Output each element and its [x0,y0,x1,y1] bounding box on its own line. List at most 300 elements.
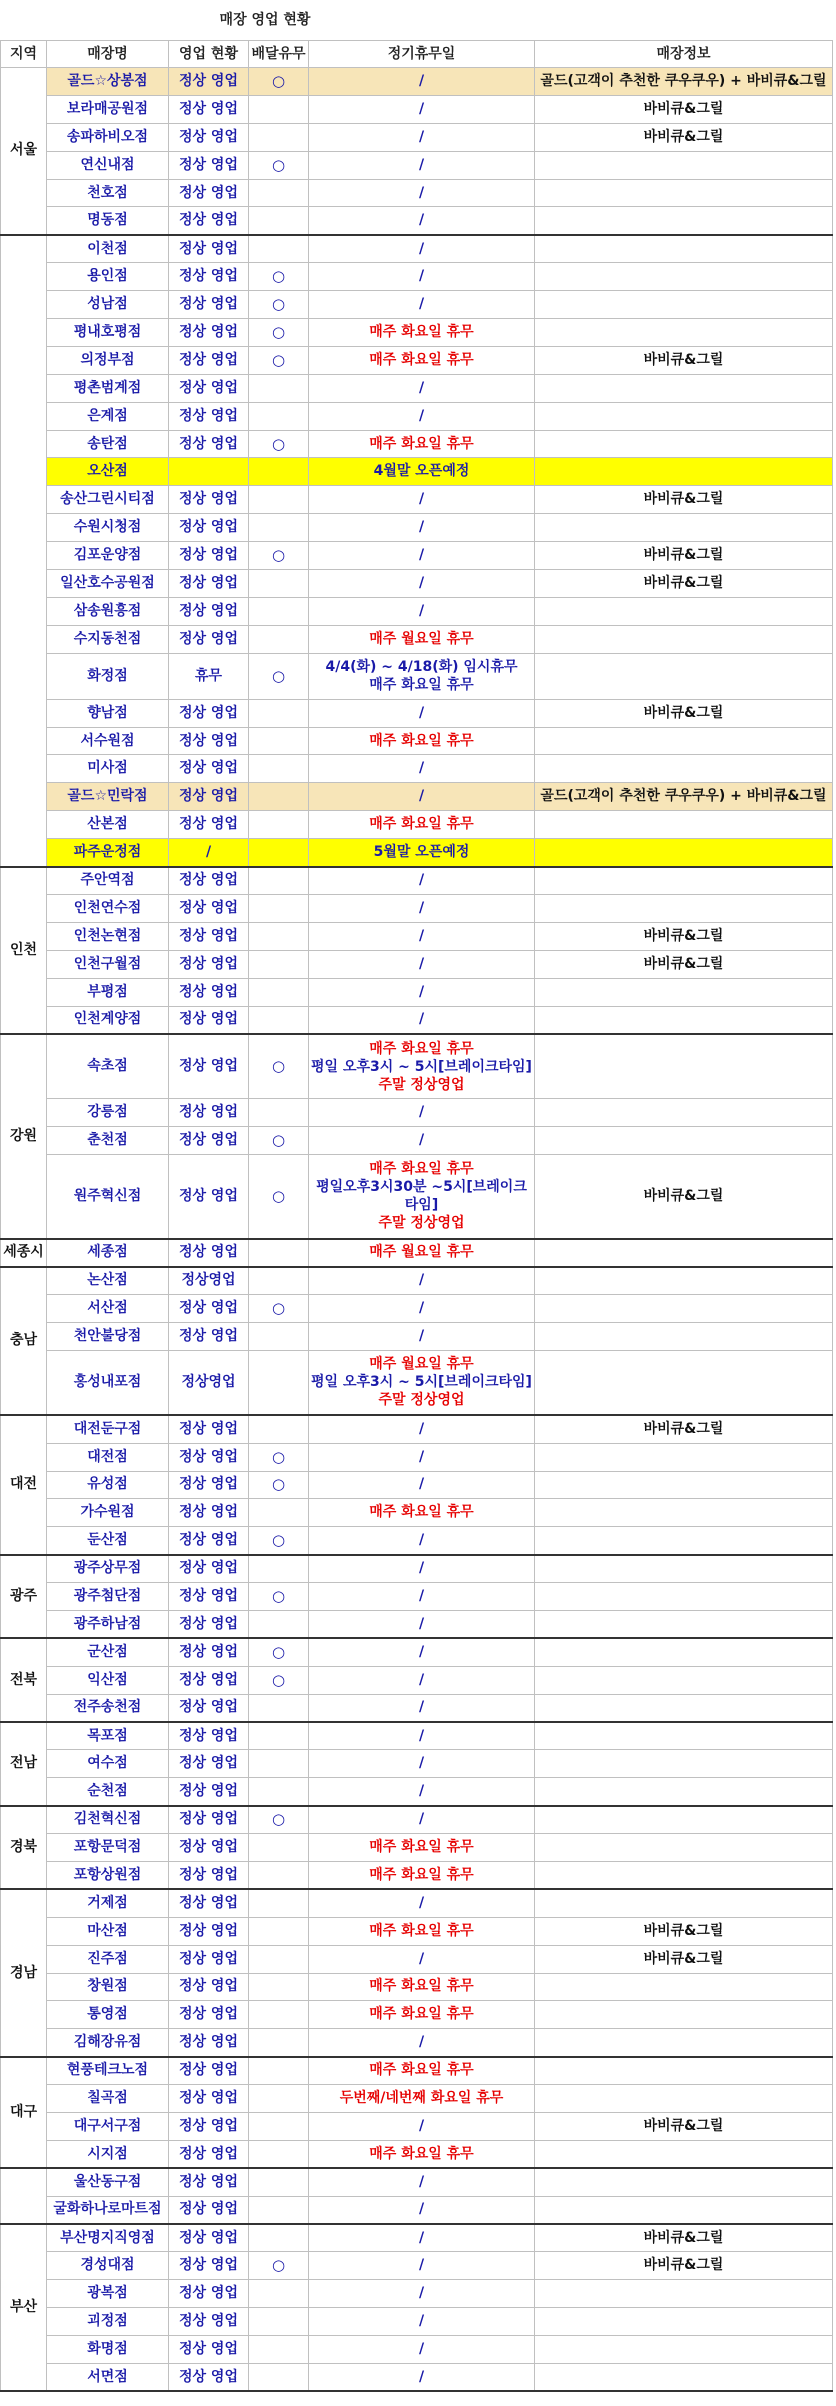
closed-day: / [309,402,535,430]
closed-day: / [309,374,535,402]
store-info: 바비큐&그릴 [535,2113,833,2141]
closed-day: / [309,1694,535,1722]
store-info: 바비큐&그릴 [535,922,833,950]
store-name: 둔산점 [47,1527,169,1555]
business-status: 정상 영업 [169,1443,249,1471]
delivery-mark [249,1415,309,1443]
table-row [1,1722,833,1750]
store-info [535,1666,833,1694]
business-status: 정상 영업 [169,1861,249,1889]
delivery-mark [249,1555,309,1583]
store-info [535,1583,833,1611]
store-info: 바비큐&그릴 [535,95,833,123]
closed-day: 매주 화요일 휴무 [309,1499,535,1527]
store-info [535,2308,833,2336]
business-status: 정상 영업 [169,207,249,235]
table-row [1,1555,833,1583]
store-info: 골드(고객이 추천한 쿠우쿠우) + 바비큐&그릴 [535,783,833,811]
store-info [535,653,833,699]
business-status: 정상 영업 [169,978,249,1006]
closed-day: / [309,235,535,263]
store-name: 골드☆민락점 [47,783,169,811]
business-status: 정상 영업 [169,1750,249,1778]
delivery-mark [249,402,309,430]
closed-day: / [309,486,535,514]
closed-day: / [309,542,535,570]
store-info [535,2085,833,2113]
store-name: 괴정점 [47,2308,169,2336]
table-row [1,1322,833,1350]
closed-day: / [309,1889,535,1917]
store-name: 세종점 [47,1239,169,1267]
delivery-mark [249,1006,309,1034]
table-row [1,1778,833,1806]
store-info [535,374,833,402]
delivery-mark [249,1499,309,1527]
store-name: 논산점 [47,1267,169,1295]
delivery-mark: ○ [249,1471,309,1499]
table-row [1,1694,833,1722]
business-status: 정상 영업 [169,570,249,598]
business-status: 정상 영업 [169,950,249,978]
table-row [1,514,833,542]
store-name: 광주상무점 [47,1555,169,1583]
header-closed-day: 정기휴무일 [309,41,535,68]
delivery-mark [249,699,309,727]
business-status: 정상 영업 [169,402,249,430]
table-row [1,1350,833,1415]
store-name: 성남점 [47,291,169,319]
closed-day-line: 평일 오후3시 ~ 5시[브레이크타임] [311,1374,532,1391]
closed-day: / [309,179,535,207]
store-name: 경성대점 [47,2252,169,2280]
store-name: 부산명지직영점 [47,2224,169,2252]
business-status: 정상 영업 [169,1322,249,1350]
region-cell: 부산 [1,2224,47,2391]
closed-day: / [309,1806,535,1834]
store-info [535,1127,833,1155]
delivery-mark [249,2140,309,2168]
store-table [0,40,833,2392]
store-info [535,207,833,235]
business-status: 정상 영업 [169,1722,249,1750]
business-status: 정상 영업 [169,1945,249,1973]
store-info [535,179,833,207]
business-status: 정상 영업 [169,374,249,402]
store-name: 수지동천점 [47,625,169,653]
store-name: 유성점 [47,1471,169,1499]
table-row [1,430,833,458]
delivery-mark [249,1099,309,1127]
business-status: 정상 영업 [169,2029,249,2057]
business-status: 정상 영업 [169,727,249,755]
table-row [1,570,833,598]
table-row [1,542,833,570]
region-cell: 경남 [1,1889,47,2056]
store-info [535,1889,833,1917]
table-row [1,151,833,179]
delivery-mark: ○ [249,1583,309,1611]
business-status: 정상 영업 [169,2001,249,2029]
table-row [1,1099,833,1127]
table-row [1,2140,833,2168]
delivery-mark [249,1750,309,1778]
store-name: 광복점 [47,2280,169,2308]
delivery-mark [249,123,309,151]
delivery-mark: ○ [249,1443,309,1471]
table-row [1,2057,833,2085]
business-status: 정상 영업 [169,1499,249,1527]
store-name: 홍성내포점 [47,1350,169,1415]
store-name: 전주송천점 [47,1694,169,1722]
closed-day-cell [309,1350,535,1415]
store-info [535,1527,833,1555]
closed-day: / [309,1778,535,1806]
store-name: 골드☆상봉점 [47,68,169,96]
store-info [535,625,833,653]
closed-day: 두번째/네번째 화요일 휴무 [309,2085,535,2113]
store-info: 바비큐&그릴 [535,1917,833,1945]
table-row [1,597,833,625]
delivery-mark [249,1778,309,1806]
business-status: 정상 영업 [169,430,249,458]
closed-day: 매주 화요일 휴무 [309,319,535,347]
table-row [1,263,833,291]
closed-day: / [309,1322,535,1350]
table-row [1,1267,833,1295]
delivery-mark [249,2001,309,2029]
store-name: 굴화하나로마트점 [47,2196,169,2224]
business-status: 정상 영업 [169,922,249,950]
table-row [1,755,833,783]
delivery-mark: ○ [249,1806,309,1834]
table-row [1,1499,833,1527]
delivery-mark [249,207,309,235]
closed-day: / [309,2168,535,2196]
delivery-mark [249,2029,309,2057]
delivery-mark [249,727,309,755]
delivery-mark [249,179,309,207]
store-name: 천안불당점 [47,1322,169,1350]
store-name: 목포점 [47,1722,169,1750]
store-name: 보라매공원점 [47,95,169,123]
table-row [1,1527,833,1555]
business-status: 정상 영업 [169,867,249,895]
closed-day: / [309,2280,535,2308]
delivery-mark [249,1350,309,1415]
region-cell: 강원 [1,1034,47,1239]
store-name: 김포운양점 [47,542,169,570]
delivery-mark [249,2308,309,2336]
store-name: 여수점 [47,1750,169,1778]
store-name: 부평점 [47,978,169,1006]
closed-day: / [309,1555,535,1583]
table-body [1,68,833,2392]
store-info [535,867,833,895]
store-info [535,2280,833,2308]
store-name: 화명점 [47,2336,169,2364]
store-name: 통영점 [47,2001,169,2029]
store-name: 오산점 [47,458,169,486]
closed-day-line: 평일오후3시30분 ~5시[브레이크타임] [316,1179,527,1214]
store-name: 김해장유점 [47,2029,169,2057]
delivery-mark [249,1945,309,1973]
table-row [1,1471,833,1499]
closed-day: / [309,1294,535,1322]
table-row [1,2196,833,2224]
table-row [1,1861,833,1889]
business-status: 정상 영업 [169,486,249,514]
delivery-mark [249,1322,309,1350]
table-row [1,1973,833,2001]
delivery-mark: ○ [249,1155,309,1239]
delivery-mark: ○ [249,263,309,291]
table-row [1,2085,833,2113]
delivery-mark [249,2168,309,2196]
table-row [1,922,833,950]
closed-day: 매주 화요일 휴무 [309,811,535,839]
delivery-mark [249,811,309,839]
delivery-mark [249,2224,309,2252]
delivery-mark: ○ [249,68,309,96]
closed-day: / [309,514,535,542]
closed-day: / [309,1471,535,1499]
store-info [535,1350,833,1415]
store-info: 바비큐&그릴 [535,542,833,570]
business-status: 정상 영업 [169,1610,249,1638]
closed-day: / [309,2336,535,2364]
delivery-mark [249,514,309,542]
region-cell: 서울 [1,68,47,235]
closed-day: 매주 화요일 휴무 [309,2140,535,2168]
closed-day: / [309,950,535,978]
store-name: 군산점 [47,1638,169,1666]
store-name: 미사점 [47,755,169,783]
business-status: 정상 영업 [169,263,249,291]
delivery-mark [249,2196,309,2224]
business-status: 정상 영업 [169,1555,249,1583]
table-row [1,346,833,374]
table-row [1,1806,833,1834]
delivery-mark [249,597,309,625]
store-name: 삼송원흥점 [47,597,169,625]
delivery-mark [249,2085,309,2113]
store-name: 서수원점 [47,727,169,755]
business-status: 정상 영업 [169,1034,249,1099]
store-info: 바비큐&그릴 [535,486,833,514]
store-info [535,1555,833,1583]
closed-day: / [309,2113,535,2141]
delivery-mark [249,625,309,653]
business-status: 정상 영업 [169,2364,249,2392]
closed-day: 매주 화요일 휴무 [309,1861,535,1889]
store-info [535,894,833,922]
delivery-mark [249,839,309,867]
store-info: 바비큐&그릴 [535,699,833,727]
table-row [1,1239,833,1267]
store-info: 바비큐&그릴 [535,950,833,978]
business-status: 정상 영업 [169,2085,249,2113]
business-status: 정상 영업 [169,291,249,319]
delivery-mark [249,486,309,514]
delivery-mark [249,458,309,486]
store-info [535,2057,833,2085]
delivery-mark [249,2113,309,2141]
store-name: 광주첨단점 [47,1583,169,1611]
store-info [535,1239,833,1267]
store-info [535,1499,833,1527]
table-row [1,1750,833,1778]
table-row [1,2280,833,2308]
delivery-mark: ○ [249,151,309,179]
store-name: 춘천점 [47,1127,169,1155]
store-name: 인천구월점 [47,950,169,978]
table-row [1,894,833,922]
closed-day: 매주 화요일 휴무 [309,430,535,458]
delivery-mark: ○ [249,430,309,458]
closed-day: / [309,1527,535,1555]
store-name: 이천점 [47,235,169,263]
delivery-mark [249,2280,309,2308]
store-info [535,235,833,263]
store-name: 주안역점 [47,867,169,895]
store-info [535,978,833,1006]
store-info: 바비큐&그릴 [535,1945,833,1973]
region-cell: 전북 [1,1638,47,1722]
closed-day: / [309,207,535,235]
business-status: 휴무 [169,653,249,699]
store-name: 평내호평점 [47,319,169,347]
store-name: 익산점 [47,1666,169,1694]
store-info [535,1267,833,1295]
table-row [1,291,833,319]
store-name: 거제점 [47,1889,169,1917]
closed-day: / [309,867,535,895]
business-status: 정상 영업 [169,2140,249,2168]
closed-day-line: 주말 정상영업 [378,1076,465,1093]
table-row [1,867,833,895]
business-status: 정상 영업 [169,68,249,96]
closed-day-line: 주말 정상영업 [378,1392,465,1409]
store-name: 송산그린시티점 [47,486,169,514]
page-title: 매장 영업 현황 [219,12,311,28]
store-name: 대구서구점 [47,2113,169,2141]
closed-day-line: 주말 정상영업 [378,1215,465,1232]
store-info: 바비큐&그릴 [535,1415,833,1443]
closed-day: / [309,978,535,1006]
store-name: 인천계양점 [47,1006,169,1034]
store-info [535,1006,833,1034]
store-info: 바비큐&그릴 [535,123,833,151]
closed-day: / [309,95,535,123]
business-status: 정상 영업 [169,2336,249,2364]
delivery-mark: ○ [249,291,309,319]
table-row [1,1034,833,1099]
business-status: 정상 영업 [169,1889,249,1917]
delivery-mark: ○ [249,1034,309,1099]
table-row [1,2224,833,2252]
table-row [1,179,833,207]
store-name: 연신내점 [47,151,169,179]
business-status: 정상 영업 [169,1415,249,1443]
store-info [535,2029,833,2057]
table-row [1,2029,833,2057]
table-row [1,319,833,347]
store-info [535,1099,833,1127]
store-name: 마산점 [47,1917,169,1945]
business-status: 정상 영업 [169,542,249,570]
closed-day: 매주 월요일 휴무 [309,1239,535,1267]
delivery-mark [249,922,309,950]
closed-day: 매주 화요일 휴무 [309,346,535,374]
store-name: 산본점 [47,811,169,839]
closed-day-line: 4/4(화) ~ 4/18(화) 임시휴무 [325,659,518,676]
store-info: 바비큐&그릴 [535,2252,833,2280]
table-row [1,1415,833,1443]
business-status: 정상 영업 [169,319,249,347]
closed-day: / [309,2252,535,2280]
table-row [1,1889,833,1917]
table-row [1,95,833,123]
table-row [1,2336,833,2364]
business-status: 정상 영업 [169,2308,249,2336]
closed-day: 매주 화요일 휴무 [309,1834,535,1862]
store-name: 화정점 [47,653,169,699]
closed-day: / [309,151,535,179]
delivery-mark [249,1917,309,1945]
closed-day: 5월말 오픈예정 [309,839,535,867]
business-status: 정상 영업 [169,2252,249,2280]
store-name: 속초점 [47,1034,169,1099]
delivery-mark: ○ [249,1127,309,1155]
store-info [535,263,833,291]
closed-day-cell [309,653,535,699]
store-info [535,458,833,486]
closed-day: 매주 화요일 휴무 [309,1973,535,2001]
region-cell: 광주 [1,1555,47,1639]
closed-day: 매주 화요일 휴무 [309,1917,535,1945]
closed-day-cell [309,1155,535,1239]
store-name: 일산호수공원점 [47,570,169,598]
store-name: 의정부점 [47,346,169,374]
store-info [535,319,833,347]
store-name: 창원점 [47,1973,169,2001]
delivery-mark [249,95,309,123]
header-region: 지역 [1,41,47,68]
store-info: 바비큐&그릴 [535,346,833,374]
table-row [1,2113,833,2141]
delivery-mark [249,950,309,978]
store-info [535,514,833,542]
store-info [535,1834,833,1862]
table-row [1,123,833,151]
region-cell: 전남 [1,1722,47,1806]
closed-day: / [309,2364,535,2392]
table-row [1,1917,833,1945]
closed-day: / [309,1610,535,1638]
closed-day: / [309,2308,535,2336]
closed-day: / [309,1722,535,1750]
business-status: 정상 영업 [169,1806,249,1834]
header-delivery: 배달유무 [249,41,309,68]
store-name: 향남점 [47,699,169,727]
closed-day: / [309,1638,535,1666]
delivery-mark [249,1834,309,1862]
table-row [1,486,833,514]
store-name: 순천점 [47,1778,169,1806]
store-name: 송파하비오점 [47,123,169,151]
table-row [1,2308,833,2336]
